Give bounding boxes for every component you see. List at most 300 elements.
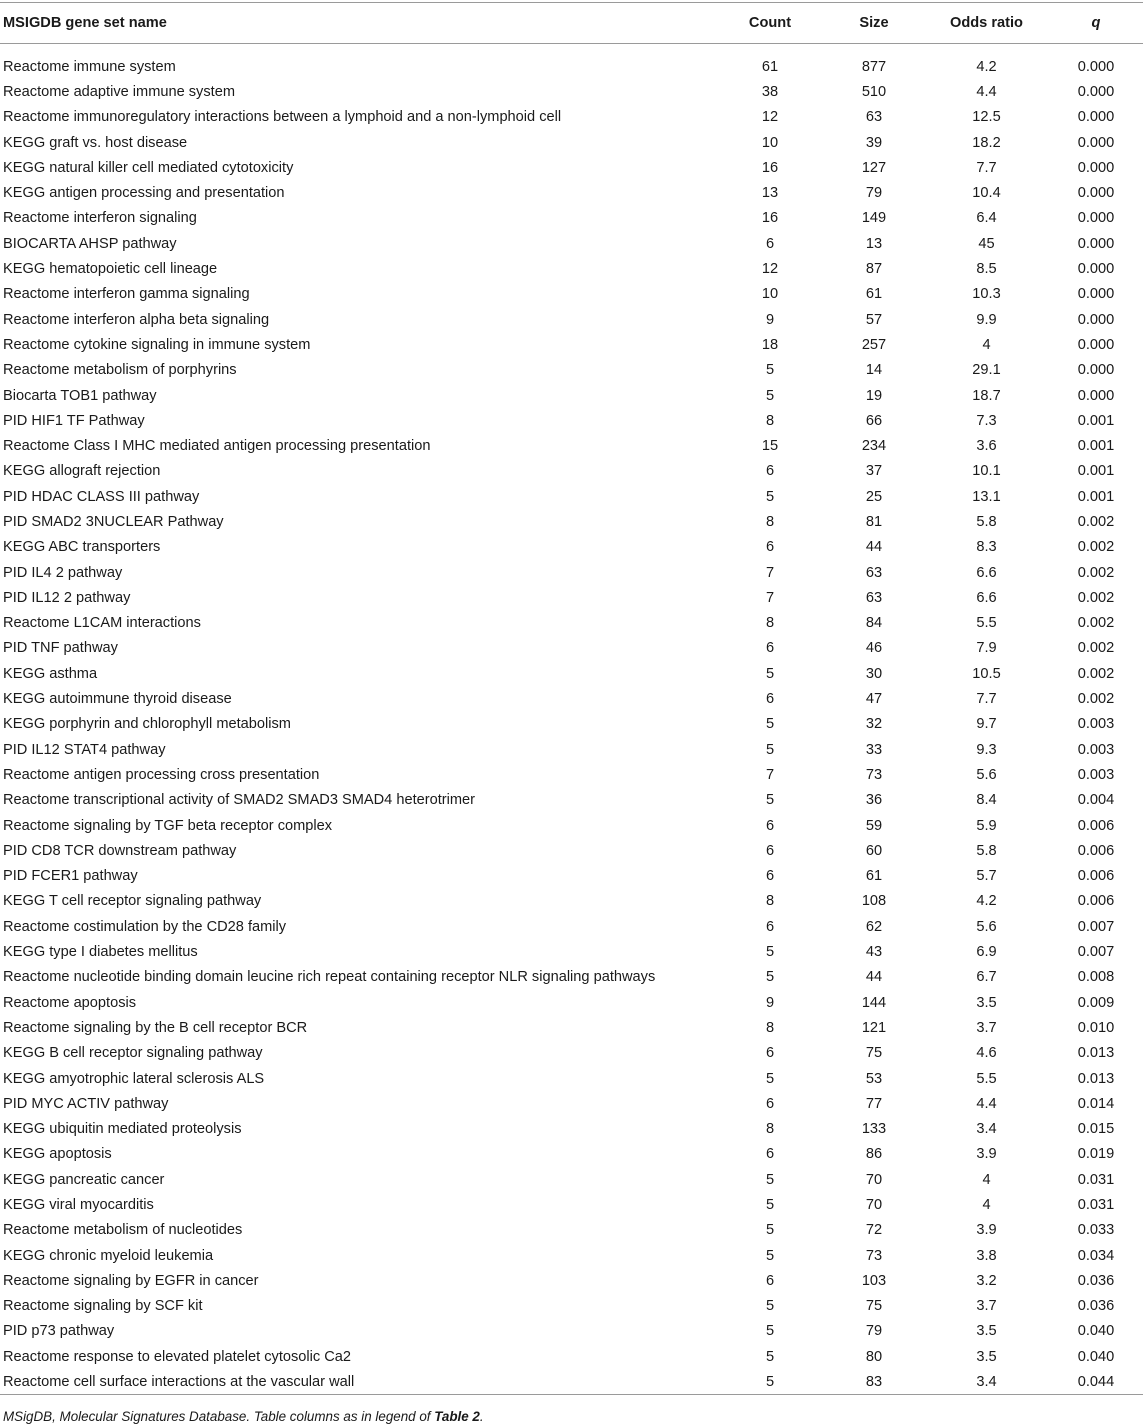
cell-size: 25 (865, 488, 883, 505)
cell-q: 0.000 (1077, 336, 1115, 353)
cell-count: 6 (765, 817, 775, 834)
cell-size: 63 (865, 589, 883, 606)
cell-q: 0.002 (1077, 665, 1115, 682)
cell-gene-set-name: Reactome L1CAM interactions (3, 615, 201, 632)
cell-gene-set-name: Reactome signaling by TGF beta receptor complex (3, 817, 333, 834)
table-row (0, 358, 1143, 383)
cell-size: 103 (861, 1272, 887, 1289)
table-row (0, 1268, 1143, 1293)
cell-q: 0.000 (1077, 83, 1115, 100)
cell-count: 5 (765, 1348, 775, 1365)
table-row (0, 636, 1143, 661)
cell-gene-set-name: Reactome signaling by SCF kit (3, 1298, 203, 1315)
cell-count: 5 (765, 387, 775, 404)
cell-gene-set-name: Reactome transcriptional activity of SMAD2 SMAD3 SMAD4 heterotrimer (3, 792, 476, 809)
cell-q: 0.031 (1077, 1171, 1115, 1188)
cell-q: 0.040 (1077, 1323, 1115, 1340)
table-row (0, 535, 1143, 560)
cell-size: 70 (865, 1197, 883, 1213)
cell-gene-set-name: KEGG T cell receptor signaling pathway (3, 893, 262, 910)
table-row (0, 307, 1143, 332)
table-row (0, 155, 1143, 180)
cell-q: 0.015 (1077, 1121, 1115, 1138)
cell-size: 70 (865, 1171, 883, 1188)
cell-q: 0.010 (1077, 1019, 1115, 1036)
cell-count: 8 (765, 1019, 775, 1036)
cell-count: 5 (765, 792, 775, 809)
cell-count: 13 (761, 185, 779, 202)
cell-odds-ratio: 7.9 (976, 640, 997, 657)
cell-gene-set-name: PID CD8 TCR downstream pathway (3, 842, 237, 859)
cell-odds-ratio: 18.2 (972, 134, 1001, 151)
cell-q: 0.006 (1077, 893, 1115, 910)
cell-size: 66 (865, 412, 883, 429)
cell-count: 5 (765, 716, 775, 733)
table-row (0, 1167, 1143, 1192)
cell-count: 7 (765, 564, 775, 581)
cell-size: 39 (865, 134, 883, 151)
table-row (0, 433, 1143, 458)
cell-odds-ratio: 4.6 (976, 1045, 997, 1062)
cell-q: 0.009 (1077, 994, 1115, 1011)
cell-count: 8 (765, 412, 775, 429)
header-size: Size (859, 15, 889, 31)
cell-size: 84 (865, 615, 883, 632)
cell-size: 79 (865, 185, 883, 202)
cell-size: 877 (861, 58, 887, 75)
table-row (0, 484, 1143, 509)
cell-count: 5 (765, 665, 775, 682)
table-row (0, 560, 1143, 585)
cell-q: 0.000 (1077, 261, 1115, 278)
cell-gene-set-name: PID IL12 2 pathway (3, 589, 131, 606)
cell-odds-ratio: 4.4 (976, 83, 997, 100)
cell-q: 0.002 (1077, 691, 1115, 708)
cell-count: 6 (765, 1045, 775, 1062)
cell-gene-set-name: PID IL4 2 pathway (3, 564, 123, 581)
cell-count: 15 (761, 438, 779, 455)
cell-odds-ratio: 5.7 (976, 868, 997, 885)
cell-q: 0.036 (1077, 1298, 1115, 1315)
cell-odds-ratio: 3.5 (976, 1348, 997, 1365)
cell-odds-ratio: 3.5 (976, 994, 997, 1011)
cell-size: 44 (865, 539, 883, 556)
cell-odds-ratio: 7.7 (976, 691, 997, 708)
cell-gene-set-name: BIOCARTA AHSP pathway (3, 235, 177, 252)
cell-gene-set-name: PID MYC ACTIV pathway (3, 1095, 169, 1112)
cell-count: 18 (761, 336, 779, 353)
cell-size: 133 (861, 1121, 887, 1138)
cell-q: 0.002 (1077, 615, 1115, 632)
cell-q: 0.013 (1077, 1045, 1115, 1062)
cell-size: 61 (865, 286, 883, 303)
cell-size: 83 (865, 1373, 883, 1390)
table-row (0, 130, 1143, 155)
cell-gene-set-name: Reactome interferon alpha beta signaling (3, 311, 270, 328)
cell-count: 5 (765, 1373, 775, 1390)
table-row (0, 1041, 1143, 1066)
cell-q: 0.000 (1077, 387, 1115, 404)
cell-size: 60 (865, 842, 883, 859)
table-row (0, 282, 1143, 307)
table-row (0, 914, 1143, 939)
cell-size: 75 (865, 1298, 883, 1315)
table-row (0, 1142, 1143, 1167)
cell-count: 5 (765, 1247, 775, 1264)
cell-size: 79 (865, 1323, 883, 1340)
cell-size: 127 (861, 159, 887, 176)
table-row (0, 965, 1143, 990)
cell-q: 0.031 (1077, 1197, 1115, 1213)
cell-size: 62 (865, 918, 883, 935)
table-row (0, 1369, 1143, 1394)
table-header-row (0, 3, 1143, 44)
cell-odds-ratio: 18.7 (972, 387, 1001, 404)
cell-q: 0.001 (1077, 488, 1115, 505)
cell-odds-ratio: 7.3 (976, 412, 997, 429)
cell-size: 59 (865, 817, 883, 834)
cell-odds-ratio: 12.5 (972, 109, 1001, 126)
cell-gene-set-name: Biocarta TOB1 pathway (3, 387, 157, 404)
cell-q: 0.001 (1077, 412, 1115, 429)
table-row (0, 889, 1143, 914)
cell-q: 0.040 (1077, 1348, 1115, 1365)
cell-size: 14 (865, 362, 883, 379)
table-row (0, 585, 1143, 610)
cell-count: 5 (765, 488, 775, 505)
cell-size: 257 (861, 336, 887, 353)
table-row (0, 105, 1143, 130)
cell-odds-ratio: 3.6 (976, 438, 997, 455)
cell-count: 5 (765, 1298, 775, 1315)
cell-gene-set-name: Reactome interferon gamma signaling (3, 286, 250, 303)
cell-gene-set-name: Reactome antigen processing cross presentation (3, 766, 320, 783)
cell-q: 0.013 (1077, 1070, 1115, 1087)
cell-gene-set-name: KEGG asthma (3, 665, 98, 682)
cell-size: 61 (865, 868, 883, 885)
cell-size: 33 (865, 741, 883, 758)
cell-gene-set-name: KEGG hematopoietic cell lineage (3, 261, 218, 278)
table-row (0, 611, 1143, 636)
table-body (0, 44, 1143, 1395)
cell-odds-ratio: 3.8 (976, 1247, 997, 1264)
cell-odds-ratio: 5.8 (976, 842, 997, 859)
table-row (0, 180, 1143, 205)
cell-size: 80 (865, 1348, 883, 1365)
cell-q: 0.000 (1077, 311, 1115, 328)
cell-gene-set-name: KEGG ABC transporters (3, 539, 161, 556)
cell-gene-set-name: KEGG autoimmune thyroid disease (3, 691, 232, 708)
cell-count: 10 (761, 286, 779, 303)
cell-count: 5 (765, 1323, 775, 1340)
cell-q: 0.000 (1077, 109, 1115, 126)
cell-count: 9 (765, 311, 775, 328)
table-row (0, 383, 1143, 408)
cell-gene-set-name: Reactome costimulation by the CD28 family (3, 918, 287, 935)
header-gene-set-name: MSIGDB gene set name (3, 15, 167, 31)
cell-size: 63 (865, 564, 883, 581)
cell-q: 0.002 (1077, 513, 1115, 530)
cell-gene-set-name: PID HDAC CLASS III pathway (3, 488, 200, 505)
footnote-end: . (479, 1409, 484, 1424)
cell-q: 0.034 (1077, 1247, 1115, 1264)
cell-count: 16 (761, 159, 779, 176)
cell-q: 0.004 (1077, 792, 1115, 809)
cell-gene-set-name: Reactome metabolism of porphyrins (3, 362, 237, 379)
table-row (0, 1015, 1143, 1040)
cell-gene-set-name: KEGG apoptosis (3, 1146, 112, 1163)
cell-gene-set-name: Reactome signaling by the B cell receptor BCR (3, 1019, 308, 1036)
table-row (0, 1344, 1143, 1369)
cell-count: 5 (765, 1197, 775, 1213)
cell-count: 12 (761, 261, 779, 278)
cell-count: 8 (765, 893, 775, 910)
table-row (0, 737, 1143, 762)
cell-size: 43 (865, 944, 883, 961)
cell-size: 47 (865, 691, 883, 708)
cell-size: 72 (865, 1222, 883, 1239)
cell-count: 16 (761, 210, 779, 227)
cell-size: 63 (865, 109, 883, 126)
cell-q: 0.000 (1077, 210, 1115, 227)
cell-count: 6 (765, 868, 775, 885)
table-row (0, 661, 1143, 686)
cell-count: 6 (765, 842, 775, 859)
cell-odds-ratio: 5.5 (976, 615, 997, 632)
table-row (0, 231, 1143, 256)
cell-count: 6 (765, 539, 775, 556)
cell-odds-ratio: 4 (982, 1197, 991, 1213)
cell-gene-set-name: KEGG type I diabetes mellitus (3, 944, 198, 961)
cell-odds-ratio: 5.6 (976, 766, 997, 783)
cell-count: 38 (761, 83, 779, 100)
cell-odds-ratio: 6.9 (976, 944, 997, 961)
table-row (0, 838, 1143, 863)
table-row (0, 813, 1143, 838)
table-row (0, 686, 1143, 711)
cell-odds-ratio: 8.4 (976, 792, 997, 809)
cell-count: 5 (765, 1070, 775, 1087)
cell-odds-ratio: 13.1 (972, 488, 1001, 505)
cell-gene-set-name: PID SMAD2 3NUCLEAR Pathway (3, 513, 224, 530)
cell-odds-ratio: 4.4 (976, 1095, 997, 1112)
cell-size: 87 (865, 261, 883, 278)
cell-q: 0.000 (1077, 235, 1115, 252)
cell-odds-ratio: 6.6 (976, 564, 997, 581)
cell-count: 6 (765, 918, 775, 935)
cell-size: 510 (861, 83, 887, 100)
cell-count: 7 (765, 589, 775, 606)
cell-count: 9 (765, 994, 775, 1011)
cell-odds-ratio: 10.1 (972, 463, 1001, 480)
cell-odds-ratio: 3.4 (976, 1121, 997, 1138)
cell-odds-ratio: 29.1 (972, 362, 1001, 379)
cell-count: 8 (765, 513, 775, 530)
cell-count: 12 (761, 109, 779, 126)
table-row (0, 408, 1143, 433)
table-row (0, 79, 1143, 104)
cell-gene-set-name: PID IL12 STAT4 pathway (3, 741, 166, 758)
cell-size: 149 (861, 210, 887, 227)
cell-count: 6 (765, 235, 775, 252)
table-row (0, 509, 1143, 534)
cell-odds-ratio: 6.4 (976, 210, 997, 227)
cell-gene-set-name: Reactome immunoregulatory interactions between a lymphoid and a non-lymphoid cell (3, 109, 562, 126)
cell-odds-ratio: 5.8 (976, 513, 997, 530)
cell-q: 0.001 (1077, 438, 1115, 455)
cell-count: 5 (765, 969, 775, 986)
cell-count: 6 (765, 1146, 775, 1163)
table-row (0, 1243, 1143, 1268)
table-row (0, 788, 1143, 813)
cell-size: 234 (861, 438, 887, 455)
cell-q: 0.006 (1077, 868, 1115, 885)
cell-size: 19 (865, 387, 883, 404)
header-q: q (1091, 15, 1101, 31)
table-row (0, 1091, 1143, 1116)
cell-odds-ratio: 4.2 (976, 893, 997, 910)
footnote-table-ref: Table 2 (434, 1409, 480, 1424)
cell-size: 30 (865, 665, 883, 682)
table-row (0, 54, 1143, 79)
cell-gene-set-name: Reactome adaptive immune system (3, 83, 235, 100)
cell-q: 0.006 (1077, 817, 1115, 834)
cell-q: 0.000 (1077, 58, 1115, 75)
cell-size: 73 (865, 1247, 883, 1264)
cell-odds-ratio: 9.3 (976, 741, 997, 758)
footnote-text: MSigDB, Molecular Signatures Database. Table columns as in legend of (3, 1409, 435, 1424)
table-row (0, 459, 1143, 484)
cell-gene-set-name: Reactome apoptosis (3, 994, 137, 1011)
cell-count: 6 (765, 691, 775, 708)
cell-size: 86 (865, 1146, 883, 1163)
cell-size: 53 (865, 1070, 883, 1087)
cell-gene-set-name: KEGG porphyrin and chlorophyll metabolism (3, 716, 291, 733)
cell-count: 8 (765, 615, 775, 632)
cell-count: 5 (765, 1171, 775, 1188)
cell-gene-set-name: Reactome cytokine signaling in immune system (3, 336, 311, 353)
cell-odds-ratio: 5.9 (976, 817, 997, 834)
cell-size: 13 (865, 235, 883, 252)
cell-odds-ratio: 5.5 (976, 1070, 997, 1087)
table-row (0, 1116, 1143, 1141)
cell-q: 0.036 (1077, 1272, 1115, 1289)
cell-odds-ratio: 5.6 (976, 918, 997, 935)
cell-q: 0.003 (1077, 766, 1115, 783)
cell-gene-set-name: Reactome cell surface interactions at the vascular wall (3, 1373, 355, 1390)
cell-q: 0.000 (1077, 362, 1115, 379)
cell-odds-ratio: 9.9 (976, 311, 997, 328)
cell-gene-set-name: KEGG graft vs. host disease (3, 134, 188, 151)
table-row (0, 864, 1143, 889)
cell-odds-ratio: 8.5 (976, 261, 997, 278)
table-row (0, 1319, 1143, 1344)
cell-size: 37 (865, 463, 883, 480)
cell-odds-ratio: 4.2 (976, 58, 997, 75)
cell-q: 0.007 (1077, 918, 1115, 935)
gene-set-table (0, 2, 1143, 1395)
cell-size: 77 (865, 1095, 883, 1112)
cell-gene-set-name: KEGG chronic myeloid leukemia (3, 1247, 214, 1264)
cell-gene-set-name: Reactome nucleotide binding domain leucine rich repeat containing receptor NLR signaling pathways (3, 969, 656, 986)
cell-odds-ratio: 3.5 (976, 1323, 997, 1340)
cell-size: 75 (865, 1045, 883, 1062)
cell-size: 144 (861, 994, 887, 1011)
cell-size: 46 (865, 640, 883, 657)
cell-count: 5 (765, 741, 775, 758)
cell-q: 0.000 (1077, 286, 1115, 303)
cell-count: 6 (765, 640, 775, 657)
table-row (0, 1294, 1143, 1319)
table-row (0, 1066, 1143, 1091)
cell-gene-set-name: KEGG B cell receptor signaling pathway (3, 1045, 263, 1062)
cell-q: 0.000 (1077, 159, 1115, 176)
cell-gene-set-name: Reactome immune system (3, 58, 176, 75)
cell-q: 0.002 (1077, 589, 1115, 606)
cell-q: 0.000 (1077, 185, 1115, 202)
table-row (0, 990, 1143, 1015)
cell-odds-ratio: 10.3 (972, 286, 1001, 303)
cell-gene-set-name: KEGG viral myocarditis (3, 1197, 154, 1213)
cell-count: 10 (761, 134, 779, 151)
cell-gene-set-name: KEGG amyotrophic lateral sclerosis ALS (3, 1070, 265, 1087)
cell-count: 61 (761, 58, 779, 75)
cell-q: 0.003 (1077, 716, 1115, 733)
cell-odds-ratio: 3.9 (976, 1146, 997, 1163)
table-row (0, 712, 1143, 737)
cell-count: 5 (765, 944, 775, 961)
cell-count: 6 (765, 1272, 775, 1289)
cell-q: 0.001 (1077, 463, 1115, 480)
cell-odds-ratio: 4 (982, 336, 991, 353)
table-row (0, 1192, 1143, 1217)
cell-size: 73 (865, 766, 883, 783)
cell-gene-set-name: KEGG natural killer cell mediated cytotoxicity (3, 159, 294, 176)
cell-size: 81 (865, 513, 883, 530)
table-row (0, 256, 1143, 281)
cell-odds-ratio: 45 (978, 235, 995, 252)
table-row (0, 762, 1143, 787)
cell-size: 36 (865, 792, 883, 809)
cell-q: 0.006 (1077, 842, 1115, 859)
cell-q: 0.033 (1077, 1222, 1115, 1239)
cell-gene-set-name: KEGG antigen processing and presentation (3, 185, 285, 202)
cell-q: 0.007 (1077, 944, 1115, 961)
table-row (0, 332, 1143, 357)
cell-q: 0.003 (1077, 741, 1115, 758)
cell-odds-ratio: 6.7 (976, 969, 997, 986)
cell-gene-set-name: KEGG ubiquitin mediated proteolysis (3, 1121, 242, 1138)
cell-odds-ratio: 3.7 (976, 1019, 997, 1036)
cell-q: 0.002 (1077, 564, 1115, 581)
cell-odds-ratio: 6.6 (976, 589, 997, 606)
cell-count: 6 (765, 463, 775, 480)
cell-q: 0.044 (1077, 1373, 1115, 1390)
cell-size: 121 (861, 1019, 887, 1036)
cell-count: 7 (765, 766, 775, 783)
cell-gene-set-name: PID FCER1 pathway (3, 868, 138, 885)
table-row (0, 1218, 1143, 1243)
cell-gene-set-name: Reactome metabolism of nucleotides (3, 1222, 243, 1239)
table-row (0, 939, 1143, 964)
cell-gene-set-name: PID p73 pathway (3, 1323, 115, 1340)
header-odds-ratio: Odds ratio (950, 15, 1023, 31)
cell-odds-ratio: 3.9 (976, 1222, 997, 1239)
cell-gene-set-name: KEGG pancreatic cancer (3, 1171, 165, 1188)
cell-gene-set-name: Reactome signaling by EGFR in cancer (3, 1272, 259, 1289)
cell-gene-set-name: PID HIF1 TF Pathway (3, 412, 145, 429)
cell-odds-ratio: 3.7 (976, 1298, 997, 1315)
